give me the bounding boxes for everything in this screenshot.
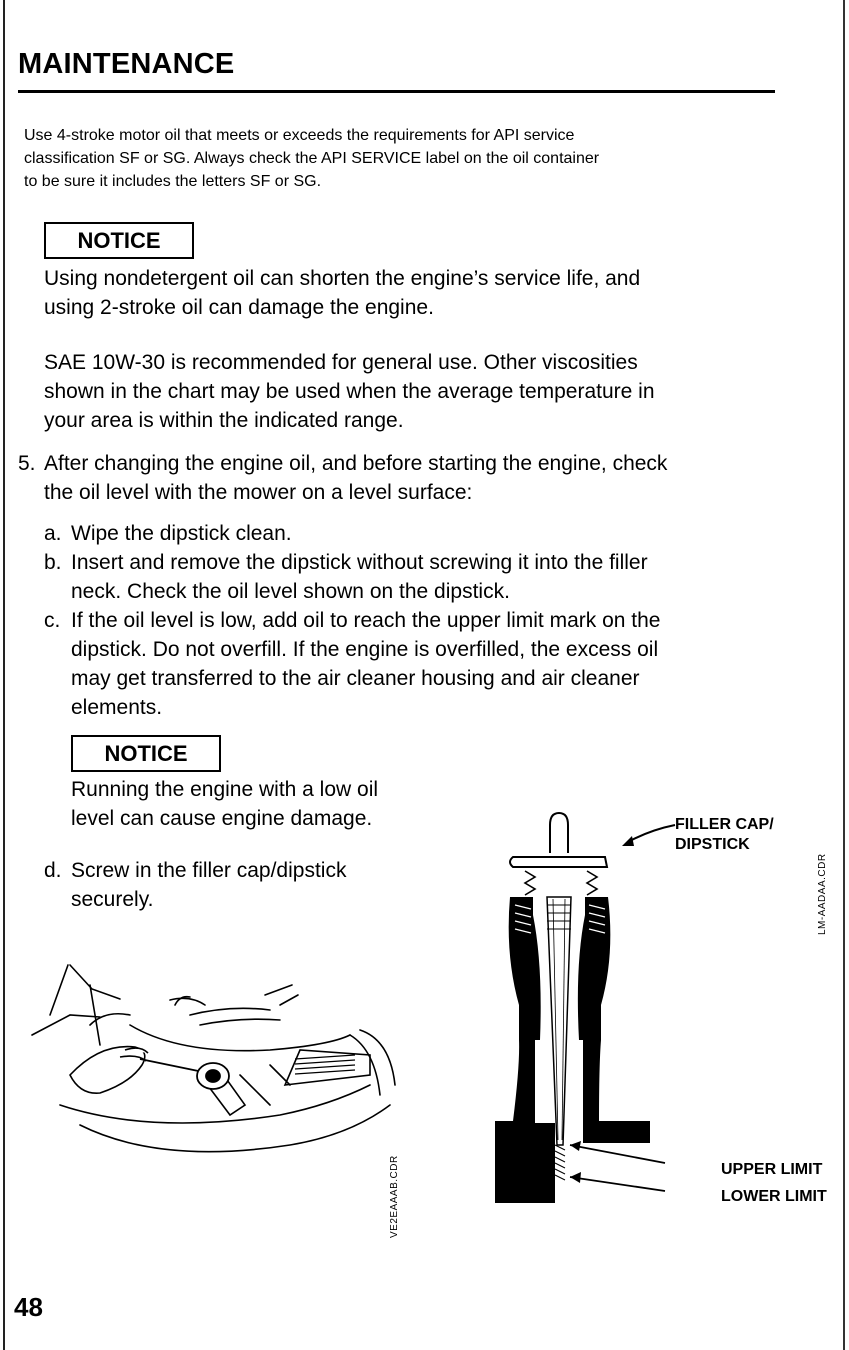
sae-line: shown in the chart may be used when the average temperature in — [44, 380, 655, 403]
dipstick-cross-section — [495, 805, 665, 1225]
notice-box: NOTICE — [44, 222, 194, 259]
notice-line: Using nondetergent oil can shorten the engine’s service life, and — [44, 267, 641, 290]
substep-marker: d. — [44, 859, 62, 882]
substep-line: If the oil level is low, add oil to reach the upper limit mark on the — [71, 609, 661, 632]
filler-cap-label-line: FILLER CAP/ — [675, 816, 774, 833]
filler-cap-label-line: DIPSTICK — [675, 836, 750, 853]
substep-marker: c. — [44, 609, 61, 632]
notice-box: NOTICE — [71, 735, 221, 772]
substep-a-text: Wipe the dipstick clean. — [71, 522, 292, 545]
left-page-edge — [3, 0, 5, 1350]
substep-line: dipstick. Do not overfill. If the engine is overfilled, the excess oil — [71, 638, 659, 661]
sae-line: SAE 10W-30 is recommended for general use. Other viscosities — [44, 351, 638, 374]
substep-line: securely. — [71, 888, 154, 911]
sae-line: your area is within the indicated range. — [44, 409, 404, 432]
figure-code-right: LM-AADAA.CDR — [817, 853, 828, 935]
page-number: 48 — [14, 1292, 43, 1322]
substep-line: Insert and remove the dipstick without screwing it into the filler — [71, 551, 648, 574]
substep-marker: a. — [44, 522, 62, 545]
page-title: MAINTENANCE — [18, 48, 235, 80]
figure-code-left: VE2EAAAB.CDR — [389, 1155, 400, 1238]
substep-line: neck. Check the oil level shown on the dipstick. — [71, 580, 510, 603]
sae-paragraph — [44, 348, 804, 435]
substep-line: elements. — [71, 696, 163, 719]
notice-paragraph — [71, 775, 471, 833]
intro-line: to be sure it includes the letters SF or SG. — [24, 173, 322, 190]
substep-c-text — [71, 606, 811, 722]
notice-line: Running the engine with a low oil — [71, 778, 379, 801]
right-page-edge — [843, 0, 845, 1350]
lower-limit-label: LOWER LIMIT — [721, 1188, 827, 1205]
step-number: 5. — [18, 452, 36, 475]
step5-line: the oil level with the mower on a level surface: — [44, 481, 473, 504]
substep-line: may get transferred to the air cleaner housing and air cleaner — [71, 667, 640, 690]
filler-cap-label — [675, 815, 774, 855]
substep-marker: b. — [44, 551, 62, 574]
substep-d-text — [71, 856, 471, 914]
intro-paragraph — [24, 124, 764, 193]
mower-dipstick-illustration — [30, 955, 410, 1165]
filler-cap-arrow — [620, 820, 680, 850]
step5-line: After changing the engine oil, and before starting the engine, check — [44, 452, 668, 475]
notice-paragraph — [44, 264, 804, 322]
notice-line: level can cause engine damage. — [71, 807, 373, 830]
substep-b-text — [71, 548, 811, 606]
intro-line: Use 4-stroke motor oil that meets or exceeds the requirements for API service — [24, 127, 575, 144]
substep-line: Screw in the filler cap/dipstick — [71, 859, 347, 882]
title-divider — [18, 90, 775, 93]
upper-limit-label: UPPER LIMIT — [721, 1161, 823, 1178]
notice-line: using 2-stroke oil can damage the engine. — [44, 296, 434, 319]
intro-line: classification SF or SG. Always check the API SERVICE label on the oil container — [24, 150, 600, 167]
step5-paragraph — [44, 449, 824, 507]
